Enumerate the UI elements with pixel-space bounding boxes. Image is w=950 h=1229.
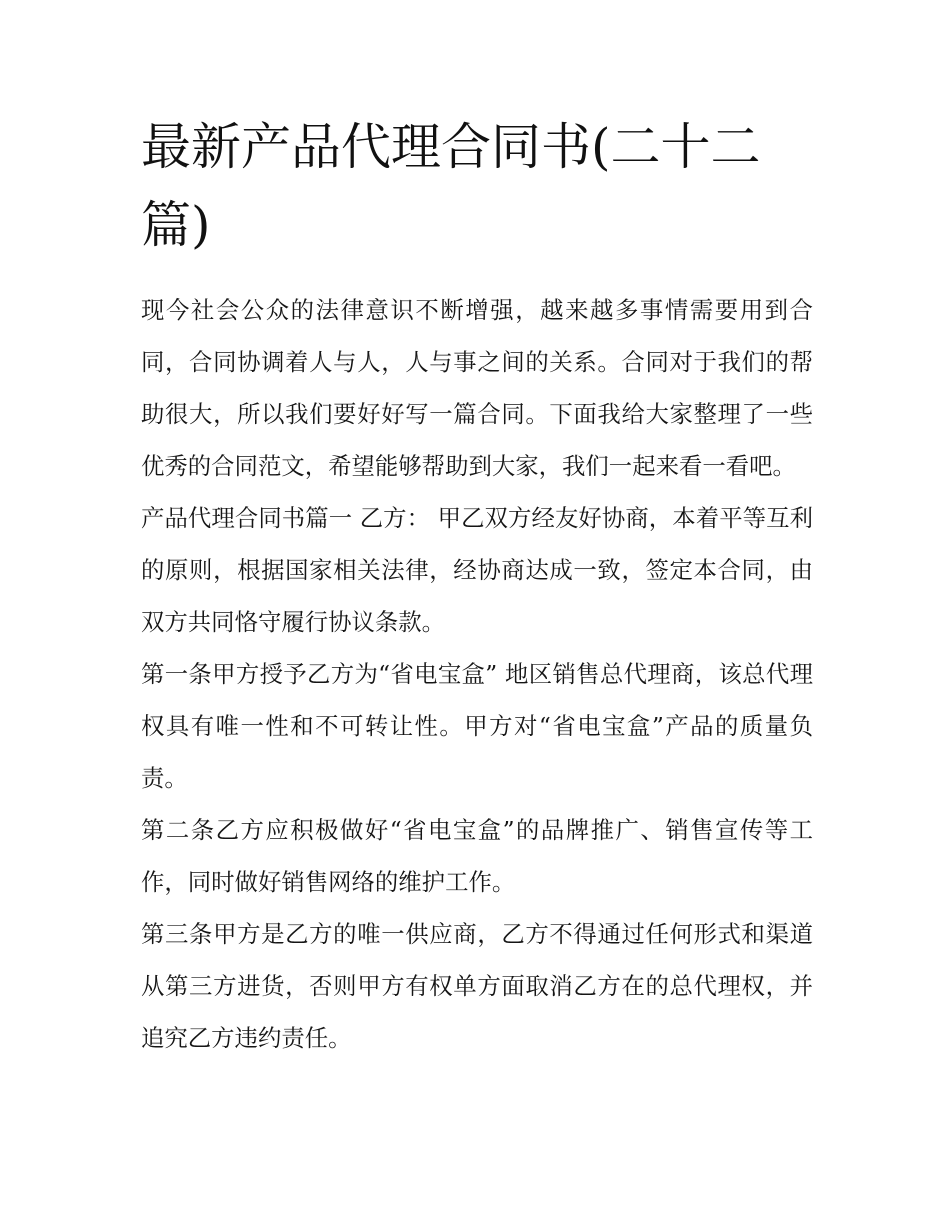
paragraph-intro: 现今社会公众的法律意识不断增强，越来越多事情需要用到合同，合同协调着人与人，人与事之间的关系。合同对于我们的帮助很大，所以我们要好好写一篇合同。下面我给大家整理了一些优秀的合同范文，希望能够帮助到大家，我们一起来看一看吧。 bbox=[141, 296, 813, 480]
document-title: 最新产品代理合同书(二十二篇) bbox=[141, 118, 761, 254]
paragraph-article-3: 第三条甲方是乙方的唯一供应商，乙方不得通过任何形式和渠道从第三方进货，否则甲方有权单方面取消乙方在的总代理权，并追究乙方违约责任。 bbox=[141, 920, 813, 1052]
paragraph-article-2: 第二条乙方应积极做好“省电宝盒”的品牌推广、销售宣传等工作，同时做好销售网络的维护工作。 bbox=[141, 816, 813, 896]
document-body bbox=[141, 108, 813, 1064]
paragraph-list bbox=[141, 284, 813, 1064]
paragraph-parties: 产品代理合同书篇一 乙方： 甲乙双方经友好协商，本着平等互利的原则，根据国家相关法律，经协商达成一致，签定本合同，由双方共同恪守履行协议条款。 bbox=[141, 504, 813, 636]
paragraph-article-1: 第一条甲方授予乙方为“省电宝盒” 地区销售总代理商，该总代理权具有唯一性和不可转让性。甲方对“省电宝盒”产品的质量负责。 bbox=[141, 660, 813, 792]
